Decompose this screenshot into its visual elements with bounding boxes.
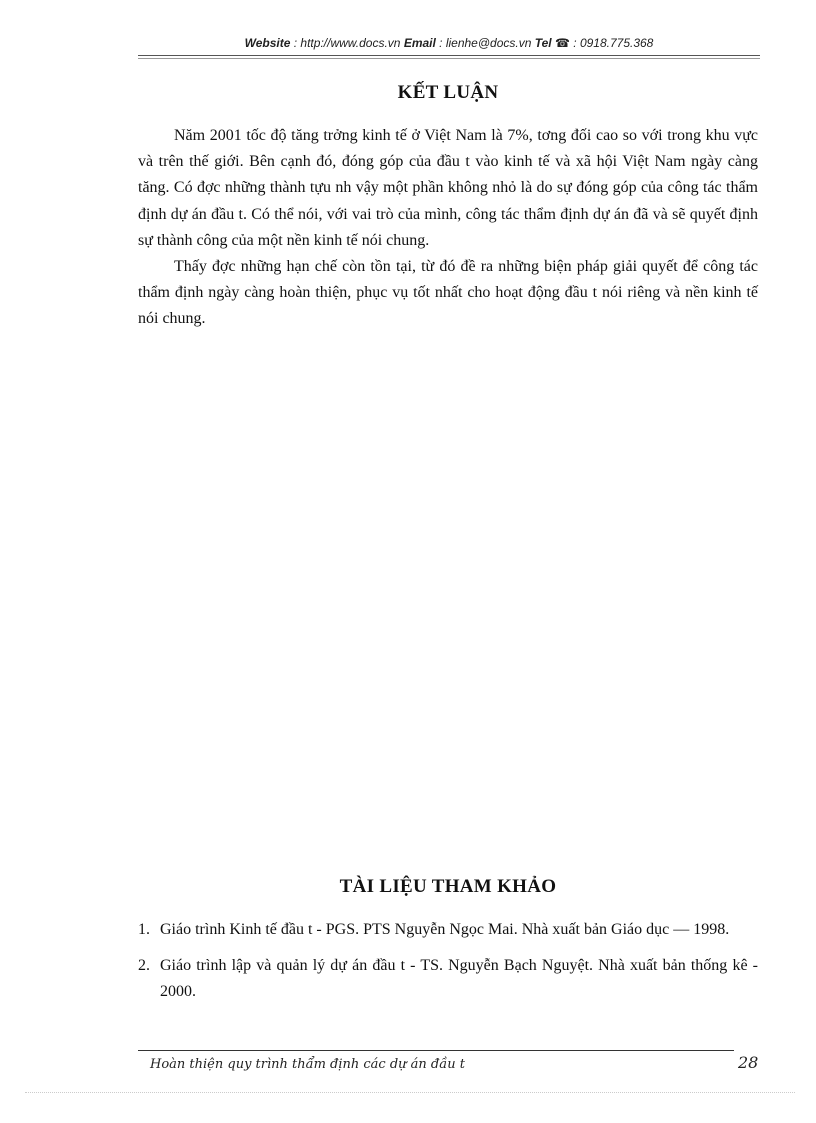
reference-item: [138, 917, 758, 943]
reference-number: 2.: [138, 957, 150, 974]
conclusion-paragraph: Năm 2001 tốc độ tăng trởng kinh tế ở Việt Nam là 7%, tơng đối cao so với trong khu vực và trên thế giới. Bên cạnh đó, đóng góp của đầu t vào kinh tế và xã hội Việt Nam ngày càng tăng. Có đợc những thành tựu nh vậy một phần không nhỏ là do sự đóng góp của công tác thẩm định dự án đầu t. Có thể nói, với vai trò của mình, công tác thẩm định dự án đã và sẽ quyết định sự thành công của một nền kinh tế nói chung.: [138, 127, 758, 249]
footer-divider: [138, 1050, 734, 1051]
website-label: Website: [244, 36, 291, 50]
header-divider-secondary: [138, 58, 760, 59]
reference-text: Giáo trình Kinh tế đầu t - PGS. PTS Nguyễn Ngọc Mai. Nhà xuất bản Giáo dục — 1998.: [160, 921, 730, 938]
tel-label: Tel: [534, 36, 552, 50]
tel-value: : 0918.775.368: [569, 36, 654, 50]
footer-title: Hoàn thiện quy trình thẩm định các dự án đầu t: [150, 1057, 465, 1072]
conclusion-paragraph: Thấy đợc những hạn chế còn tồn tại, từ đó đề ra những biện pháp giải quyết để công tác thẩm định ngày càng hoàn thiện, phục vụ tốt nhất cho hoạt động đầu t nói riêng và nền kinh tế nói chung.: [138, 258, 758, 328]
reference-text: Giáo trình lập và quản lý dự án đầu t - TS. Nguyễn Bạch Nguyệt. Nhà xuất bản thống kê - 2000.: [160, 957, 758, 1000]
header-divider: [138, 55, 760, 56]
conclusion-body: [138, 123, 758, 333]
conclusion-title: KẾT LUẬN: [397, 82, 499, 103]
reference-item: [138, 953, 758, 1005]
page-header: [138, 36, 760, 50]
reference-number: 1.: [138, 921, 150, 938]
website-value[interactable]: : http://www.docs.vn: [290, 36, 404, 50]
references-list: [138, 917, 758, 1015]
page-number: 28: [738, 1053, 759, 1072]
page-bottom-border: [25, 1092, 795, 1093]
email-label: Email: [403, 36, 436, 50]
email-value[interactable]: : lienhe@docs.vn: [435, 36, 535, 50]
references-title: TÀI LIỆU THAM KHẢO: [339, 876, 557, 897]
phone-icon: ☎: [554, 36, 570, 50]
